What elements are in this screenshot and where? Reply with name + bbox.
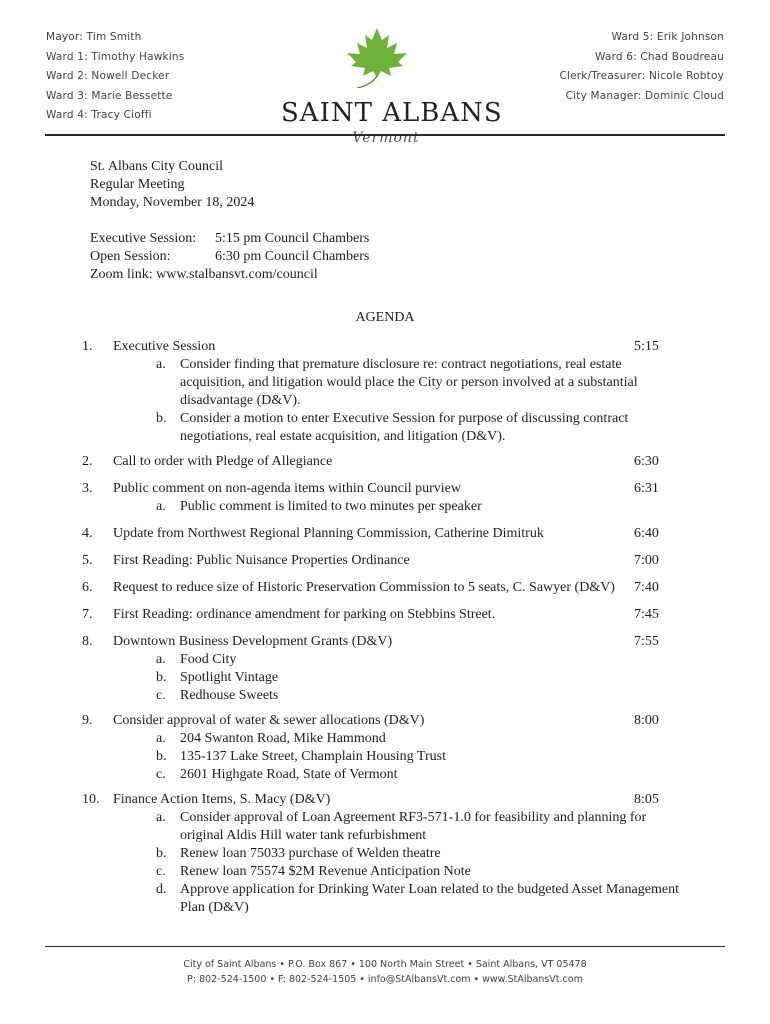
mayor-line: Mayor: Tim Smith	[46, 31, 142, 43]
agenda-item-time: 7:45	[634, 607, 659, 622]
agenda-subitem	[156, 845, 680, 863]
subitem-letter: a.	[156, 357, 166, 372]
agenda-subitems	[0, 730, 770, 784]
subitem-letter: d.	[156, 882, 167, 897]
agenda-item-time: 6:30	[634, 454, 659, 469]
agenda-item-time: 7:40	[634, 580, 659, 595]
agenda-subitem	[156, 863, 680, 881]
agenda-subitem	[156, 410, 680, 446]
agenda-title: AGENDA	[355, 310, 415, 325]
executive-session-value: 5:15 pm Council Chambers	[215, 231, 370, 246]
subitem-text: Public comment is limited to two minutes per speaker	[180, 499, 482, 514]
footer-divider	[45, 946, 725, 947]
footer-address: City of Saint Albans • P.O. Box 867 • 100 North Main Street • Saint Albans, VT 05478	[183, 959, 587, 970]
ward-1-line: Ward 1: Timothy Hawkins	[46, 50, 185, 63]
clerk-treasurer-line: Clerk/Treasurer: Nicole Robtoy	[559, 70, 724, 82]
subitem-text: Food City	[180, 652, 237, 667]
subitem-text: Redhouse Sweets	[180, 688, 279, 703]
subitem-letter: b.	[156, 411, 167, 426]
agenda-item-number: 6.	[82, 580, 93, 595]
agenda-subitem	[156, 766, 680, 784]
subitem-text: Spotlight Vintage	[180, 670, 279, 685]
logo-wordmark: SAINT ALBANS	[281, 98, 503, 128]
subitem-text: Consider finding that premature disclosure re: contract negotiations, real estate acquisition, and litigation would place the City or person involved at a substantial disadvantage (D&V).	[180, 357, 638, 408]
header-divider	[45, 134, 725, 136]
subitem-letter: c.	[156, 688, 166, 703]
subitem-letter: a.	[156, 731, 166, 746]
meeting-date: Monday, November 18, 2024	[90, 195, 255, 210]
open-session-line	[90, 248, 369, 266]
subitem-letter: a.	[156, 652, 166, 667]
city-logo	[281, 26, 503, 146]
open-session-value: 6:30 pm Council Chambers	[215, 249, 370, 264]
footer-contact: P: 802-524-1500 • F: 802-524-1505 • info@StAlbansVt.com • www.StAlbansVt.com	[187, 974, 583, 985]
agenda-subitem	[156, 498, 680, 516]
agenda-item-number: 10.	[82, 792, 100, 807]
agenda-subitem	[156, 748, 680, 766]
agenda-item-number: 9.	[82, 713, 93, 728]
subitem-text: Consider a motion to enter Executive Session for purpose of discussing contract negotiations, real estate acquisition, and litigation (D&V).	[180, 411, 629, 444]
ward-4-line: Ward 4: Tracy Cioffi	[46, 109, 152, 121]
agenda-subitems	[0, 356, 770, 446]
city-manager-line: City Manager: Dominic Cloud	[565, 89, 724, 102]
logo-state-script: Vermont	[352, 130, 420, 146]
agenda-item-number: 2.	[82, 454, 93, 469]
subitem-text: Approve application for Drinking Water Loan related to the budgeted Asset Management Plan (D&V)	[180, 882, 679, 915]
agenda-item-time: 8:05	[634, 792, 659, 807]
agenda-item-number: 8.	[82, 634, 93, 649]
agenda-item-time: 6:31	[634, 481, 659, 496]
agenda-item-title: Downtown Business Development Grants (D&V)	[113, 634, 393, 649]
subitem-text: 135-137 Lake Street, Champlain Housing Trust	[180, 749, 446, 764]
footer	[0, 957, 770, 987]
agenda-item-number: 3.	[82, 481, 93, 496]
agenda-item-title: Update from Northwest Regional Planning Commission, Catherine Dimitruk	[113, 526, 544, 541]
agenda-subitem	[156, 669, 680, 687]
maple-leaf-icon	[339, 26, 411, 88]
agenda-subitems	[0, 498, 770, 516]
subitem-letter: c.	[156, 864, 166, 879]
agenda-item-title: Request to reduce size of Historic Preservation Commission to 5 seats, C. Sawyer (D&V)	[113, 580, 615, 595]
subitem-letter: b.	[156, 749, 167, 764]
subitem-letter: b.	[156, 670, 167, 685]
agenda-subitems	[0, 651, 770, 705]
agenda-item-time: 7:00	[634, 553, 659, 568]
subitem-text: 204 Swanton Road, Mike Hammond	[180, 731, 386, 746]
ward-5-line: Ward 5: Erik Johnson	[611, 31, 724, 43]
subitem-text: Renew loan 75033 purchase of Welden theatre	[180, 846, 441, 861]
agenda-item-title: Public comment on non-agenda items within Council purview	[113, 481, 461, 496]
agenda-subitem	[156, 881, 680, 917]
council-name: St. Albans City Council	[90, 159, 224, 174]
agenda-item-number: 4.	[82, 526, 93, 541]
agenda-item-time: 8:00	[634, 713, 659, 728]
agenda-subitem	[156, 730, 680, 748]
agenda-item-title: Executive Session	[113, 339, 216, 354]
agenda-item-title: Call to order with Pledge of Allegiance	[113, 454, 333, 469]
subitem-text: Renew loan 75574 $2M Revenue Anticipation Note	[180, 864, 471, 879]
agenda-item-title: Consider approval of water & sewer allocations (D&V)	[113, 713, 425, 728]
ward-6-line: Ward 6: Chad Boudreau	[594, 50, 724, 63]
subitem-letter: b.	[156, 846, 167, 861]
meeting-info	[90, 158, 369, 284]
agenda-subitem	[156, 809, 680, 845]
open-session-label: Open Session:	[90, 249, 171, 264]
subitem-letter: a.	[156, 810, 166, 825]
agenda-item-number: 7.	[82, 607, 93, 622]
agenda-item-title: First Reading: ordinance amendment for parking on Stebbins Street.	[113, 607, 496, 622]
agenda-subitem	[156, 356, 680, 410]
executive-session-line	[90, 230, 369, 248]
officials-right	[559, 28, 724, 106]
subitem-text: Consider approval of Loan Agreement RF3-571-1.0 for feasibility and planning for original Aldis Hill water tank refurbishment	[180, 810, 647, 843]
agenda-item-title: First Reading: Public Nuisance Properties Ordinance	[113, 553, 410, 568]
executive-session-label: Executive Session:	[90, 231, 197, 246]
officials-left	[46, 28, 184, 126]
zoom-link[interactable]: Zoom link: www.stalbansvt.com/council	[90, 267, 318, 282]
agenda-item-time: 5:15	[634, 339, 659, 354]
subitem-text: 2601 Highgate Road, State of Vermont	[180, 767, 398, 782]
meeting-type: Regular Meeting	[90, 177, 185, 192]
subitem-letter: a.	[156, 499, 166, 514]
agenda-subitems	[0, 809, 770, 917]
ward-3-line: Ward 3: Marie Bessette	[46, 89, 173, 102]
subitem-letter: c.	[156, 767, 166, 782]
agenda-item-number: 5.	[82, 553, 93, 568]
agenda-item-title: Finance Action Items, S. Macy (D&V)	[113, 792, 331, 807]
agenda-subitem	[156, 651, 680, 669]
ward-2-line: Ward 2: Nowell Decker	[46, 70, 170, 82]
agenda-subitem	[156, 687, 680, 705]
agenda-item-time: 6:40	[634, 526, 659, 541]
agenda-item-number: 1.	[82, 339, 93, 354]
agenda-item-time: 7:55	[634, 634, 659, 649]
